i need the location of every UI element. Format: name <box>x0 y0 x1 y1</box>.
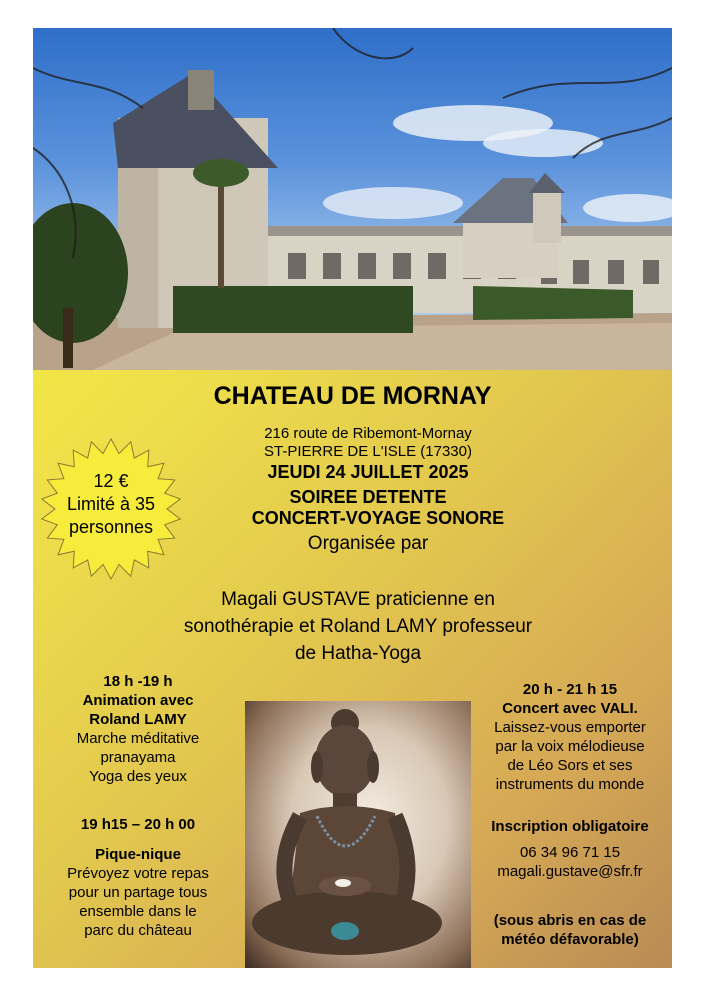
concert-text: instruments du monde <box>495 776 645 793</box>
concert-title: Concert avec VALI. <box>502 700 638 717</box>
session-time: 18 h -19 h <box>103 673 173 690</box>
price: 12 € <box>93 471 129 491</box>
picnic-title: Pique-nique <box>95 846 181 863</box>
weather-note-line: (sous abris en cas de <box>493 912 647 929</box>
organised-by: Organisée par <box>307 533 429 554</box>
activity: pranayama <box>100 749 176 766</box>
picnic-session <box>33 845 243 940</box>
session-title: Animation avec <box>82 692 194 709</box>
buddha-illustration <box>245 701 471 968</box>
email-address: magali.gustave@sfr.fr <box>497 863 643 880</box>
practitioners-line: Magali GUSTAVE praticienne en <box>221 589 495 610</box>
picnic-text: Prévoyez votre repas <box>67 865 209 882</box>
buddha-photo <box>245 701 471 968</box>
address-line: 216 route de Ribemont-Mornay <box>264 425 472 442</box>
practitioners-line: de Hatha-Yoga <box>294 643 422 664</box>
price-starburst <box>39 437 183 581</box>
capacity: personnes <box>68 517 154 537</box>
contact-info <box>465 843 672 881</box>
event-poster <box>33 28 672 968</box>
practitioners-line: sonothérapie et Roland LAMY professeur <box>183 616 533 637</box>
weather-note-line: météo défavorable) <box>501 931 639 948</box>
venue-title: CHATEAU DE MORNAY <box>213 382 492 410</box>
event-subtitle: CONCERT-VOYAGE SONORE <box>251 508 505 528</box>
chateau-photo <box>33 28 672 370</box>
inscription-notice: Inscription obligatoire <box>491 818 649 835</box>
session-title: Roland LAMY <box>89 711 187 728</box>
concert-time: 20 h - 21 h 15 <box>522 681 618 698</box>
practitioners <box>123 586 593 667</box>
concert-text: Laissez-vous emporter <box>494 719 646 736</box>
picnic-text: ensemble dans le <box>79 903 197 920</box>
chateau-illustration <box>33 28 672 370</box>
address <box>203 425 533 461</box>
weather-note <box>465 911 672 949</box>
event-name: SOIREE DETENTE <box>289 487 447 507</box>
concert-text: de Léo Sors et ses <box>507 757 633 774</box>
yoga-session <box>33 672 243 786</box>
activity: Marche méditative <box>76 730 200 747</box>
starburst-text <box>39 470 183 539</box>
address-line: ST-PIERRE DE L'ISLE (17330) <box>264 443 472 460</box>
activity: Yoga des yeux <box>89 768 187 785</box>
picnic-time: 19 h15 – 20 h 00 <box>80 816 196 833</box>
phone-number: 06 34 96 71 15 <box>519 844 621 861</box>
picnic-text: parc du château <box>84 922 192 939</box>
capacity: Limité à 35 <box>66 494 156 514</box>
concert-text: par la voix mélodieuse <box>495 738 645 755</box>
concert-session <box>465 680 672 794</box>
event-date: JEUDI 24 JUILLET 2025 <box>267 462 469 482</box>
picnic-text: pour un partage tous <box>68 884 208 901</box>
